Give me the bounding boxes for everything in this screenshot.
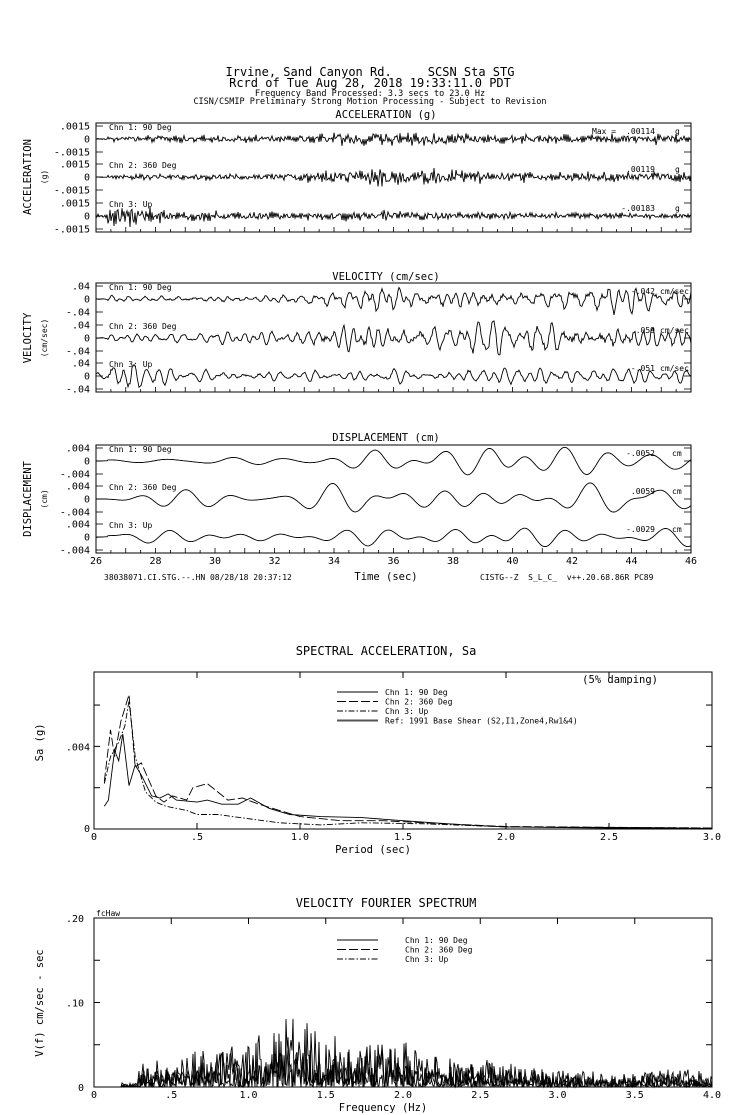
channel-trace: [96, 207, 691, 227]
channel-peak-unit: cm/sec: [660, 364, 689, 373]
y-tick-label: .04: [71, 320, 90, 332]
y-tick-label: .04: [71, 281, 90, 293]
x-tick-label: 36: [387, 556, 400, 567]
channel-trace: [96, 365, 691, 388]
legend-label: Chn 2: 360 Deg: [405, 945, 473, 955]
y-tick-label: .004: [65, 443, 90, 455]
y-tick-label: -.0015: [53, 185, 90, 197]
x-tick-label: 30: [208, 556, 222, 567]
y-tick-label: .20: [65, 914, 84, 925]
channel-label: Chn 2: 360 Deg: [109, 322, 177, 331]
velocity-panel: [22, 271, 691, 396]
spectral-acceleration-panel: [34, 644, 721, 856]
y-tick-label: 0: [83, 294, 90, 306]
header-line-4: CISN/CSMIP Preliminary Strong Motion Processing - Subject to Revision: [193, 97, 547, 107]
legend-label: Chn 2: 360 Deg: [385, 697, 453, 707]
x-tick-label: 3.0: [702, 832, 722, 843]
x-tick-label: 2.0: [393, 1090, 413, 1101]
x-tick-label: 0: [90, 832, 98, 843]
y-tick-label: .004: [65, 519, 90, 531]
channel-label: Chn 3: Up: [109, 521, 153, 530]
x-tick-label: 34: [327, 556, 341, 567]
x-tick-label: 4.0: [702, 1090, 722, 1101]
legend-label: Chn 3: Up: [405, 955, 449, 964]
x-tick-label: 42: [565, 556, 579, 567]
y-tick-label: -.04: [65, 346, 90, 358]
x-tick-label: .5: [165, 1090, 178, 1101]
channel-peak-unit: cm/sec: [660, 287, 689, 296]
y-tick-label: -.004: [59, 545, 90, 557]
channel-trace: [96, 447, 691, 474]
y-axis-unit: (cm/sec): [40, 318, 49, 358]
y-tick-label: .004: [65, 742, 90, 754]
channel-peak-unit: cm/sec: [660, 326, 689, 335]
channel-peak-unit: g: [675, 204, 680, 213]
displacement-panel: [22, 432, 697, 567]
y-tick-label: 0: [83, 532, 90, 544]
header-line-2: Rcrd of Tue Aug 28, 2018 19:33:11.0 PDT: [229, 76, 511, 90]
x-axis-label: Frequency (Hz): [338, 1102, 428, 1114]
x-axis-label: Period (sec): [335, 844, 411, 856]
x-tick-label: 44: [625, 556, 638, 567]
channel-peak-unit: cm: [672, 449, 682, 458]
legend-label: Chn 1: 90 Deg: [405, 936, 468, 945]
legend-label: Chn 1: 90 Deg: [385, 688, 448, 697]
y-tick-label: .0015: [59, 159, 90, 171]
x-tick-label: 3.5: [625, 1090, 644, 1101]
x-tick-label: 1.5: [393, 832, 413, 843]
channel-trace: [96, 288, 691, 315]
chart-title: VELOCITY FOURIER SPECTRUM: [295, 896, 477, 910]
corner-label: fcHaw: [96, 909, 121, 918]
x-tick-label: 1.0: [239, 1090, 258, 1101]
y-tick-label: .10: [65, 998, 84, 1010]
y-tick-label: .004: [65, 481, 90, 493]
y-axis-label: V(f) cm/sec - sec: [34, 949, 46, 1057]
acceleration-panel: [22, 109, 691, 236]
channel-trace: [96, 483, 691, 512]
channel-peak-unit: g: [675, 165, 680, 174]
channel-label: Chn 3: Up: [109, 200, 153, 209]
channel-peak-value: -.042: [630, 287, 655, 296]
y-tick-label: 0: [77, 1083, 84, 1094]
legend-label: Chn 3: Up: [385, 707, 429, 716]
y-tick-label: 0: [83, 371, 90, 383]
channel-label: Chn 3: Up: [109, 360, 153, 369]
x-tick-label: 40: [506, 556, 519, 567]
y-tick-label: .0015: [59, 121, 90, 133]
x-tick-label: 32: [268, 556, 281, 567]
channel-peak-unit: cm: [672, 487, 682, 496]
y-tick-label: -.004: [59, 469, 90, 481]
channel-peak-value: .0059: [630, 487, 655, 496]
channel-label: Chn 1: 90 Deg: [109, 283, 172, 292]
y-tick-label: 0: [83, 456, 90, 468]
y-tick-label: 0: [83, 134, 90, 146]
x-tick-label: .5: [190, 832, 204, 843]
y-tick-label: 0: [83, 172, 90, 184]
y-tick-label: 0: [83, 211, 90, 223]
footer-right: CISTG--Z S_L_C_ v++.20.68.86R PC89: [480, 573, 654, 582]
channel-trace: [96, 321, 691, 355]
y-tick-label: .04: [71, 358, 90, 370]
x-tick-label: 1.5: [316, 1090, 335, 1101]
x-tick-label: 38: [446, 556, 460, 567]
channel-peak-value: .00114: [626, 127, 655, 136]
panel-title: VELOCITY (cm/sec): [332, 271, 440, 283]
channel-peak-unit: g: [675, 127, 680, 136]
fourier-spectrum-panel: [34, 896, 721, 1114]
x-tick-label: 46: [684, 556, 698, 567]
channel-label: Chn 1: 90 Deg: [109, 445, 172, 454]
x-tick-label: 2.0: [496, 832, 516, 843]
x-tick-label: 26: [89, 556, 103, 567]
y-axis-label: ACCELERATION: [22, 139, 34, 215]
channel-label: Chn 1: 90 Deg: [109, 123, 172, 132]
channel-peak-unit: cm: [672, 525, 682, 534]
header-line-1: Irvine, Sand Canyon Rd. SCSN Sta STG: [225, 65, 515, 79]
y-axis-label: DISPLACEMENT: [22, 461, 34, 537]
channel-peak-value: -.051: [630, 364, 655, 373]
y-tick-label: .0015: [59, 198, 90, 210]
damping-note: (5% damping): [582, 674, 658, 686]
x-tick-label: 28: [149, 556, 162, 567]
legend-label: Ref: 1991 Base Shear (S2,I1,Zone4,Rw1&4): [385, 716, 578, 726]
y-axis-label: Sa (g): [34, 723, 46, 762]
channel-peak-value: -.0029: [626, 525, 655, 534]
y-axis-label: VELOCITY: [22, 312, 34, 364]
channel-label: Chn 2: 360 Deg: [109, 483, 177, 492]
y-tick-label: 0: [83, 494, 90, 506]
chart-title: SPECTRAL ACCELERATION, Sa: [295, 644, 477, 658]
time-axis-label: Time (sec): [354, 571, 418, 583]
y-tick-label: -.004: [59, 507, 90, 519]
channel-trace: [96, 528, 691, 546]
panel-title: ACCELERATION (g): [335, 109, 437, 121]
x-tick-label: 3.0: [548, 1090, 567, 1101]
channel-peak-value: .00119: [626, 165, 655, 174]
footer-left: 38038071.CI.STG.--.HN 08/28/18 20:37:12: [104, 573, 292, 582]
y-axis-unit: (g): [40, 169, 49, 185]
max-label: Max =: [592, 127, 617, 136]
x-tick-label: 1.0: [290, 832, 310, 843]
header-line-3: Frequency Band Processed: 3.3 secs to 23.0 Hz: [254, 89, 486, 99]
channel-peak-value: .059: [635, 326, 655, 335]
x-tick-label: 0: [90, 1090, 98, 1101]
y-tick-label: 0: [83, 824, 90, 835]
channel-peak-value: -.00183: [621, 204, 655, 213]
x-tick-label: 2.5: [599, 832, 619, 843]
y-tick-label: -.0015: [53, 147, 90, 159]
x-tick-label: 2.5: [471, 1090, 490, 1101]
channel-label: Chn 2: 360 Deg: [109, 161, 177, 170]
channel-peak-value: -.0052: [626, 449, 655, 458]
y-tick-label: -.04: [65, 384, 90, 396]
panel-title: DISPLACEMENT (cm): [332, 432, 440, 444]
y-tick-label: -.04: [65, 307, 90, 319]
y-tick-label: 0: [83, 333, 90, 345]
y-axis-unit: (cm): [40, 489, 49, 509]
channel-trace: [96, 168, 691, 187]
y-tick-label: -.0015: [53, 224, 90, 236]
